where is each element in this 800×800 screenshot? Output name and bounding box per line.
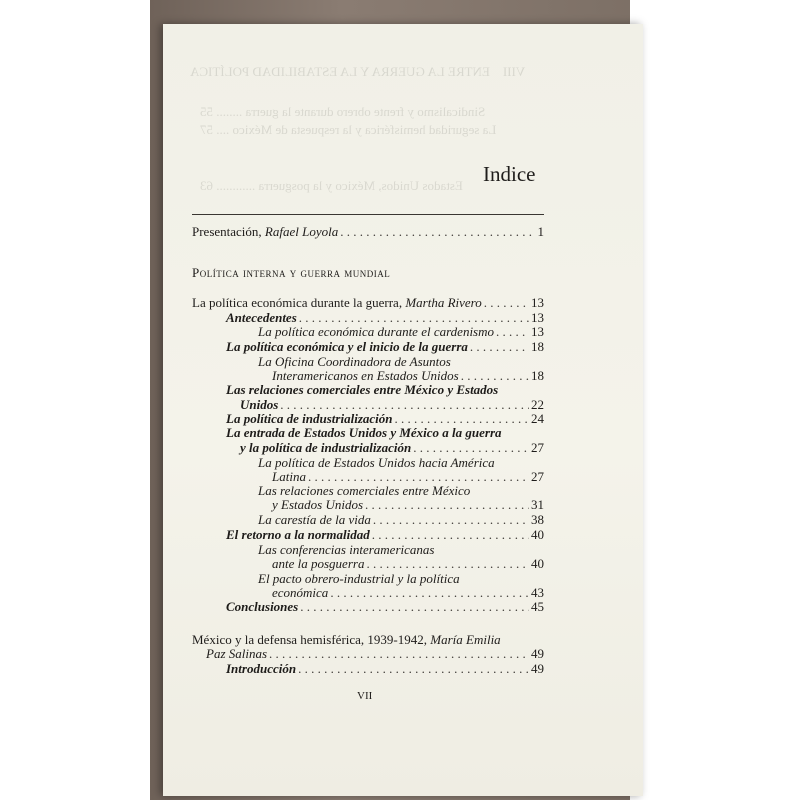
- entry-title: El retorno a la normalidad: [226, 527, 370, 542]
- entry-title: ante la posguerra: [272, 556, 365, 571]
- dot-leader: [340, 224, 535, 239]
- toc-entry-line: La política de Estados Unidos hacia América: [258, 455, 495, 470]
- entry-title: México y la defensa hemisférica, 1939-1942,: [192, 632, 428, 647]
- toc-entry-line: Las relaciones comerciales entre México y Estados: [226, 382, 499, 397]
- page-number: 24: [531, 411, 544, 426]
- dot-leader: [372, 527, 529, 542]
- toc-entry: [240, 397, 544, 412]
- dot-leader: [280, 397, 529, 412]
- toc-entry: [226, 599, 544, 614]
- entry-title: y la política de industrialización: [240, 440, 412, 455]
- dot-leader: [366, 556, 529, 571]
- title-rule: [192, 214, 544, 215]
- dot-leader: [496, 324, 529, 339]
- page-number: 18: [531, 339, 544, 354]
- page-number: 31: [531, 497, 544, 512]
- dot-leader: [269, 646, 529, 661]
- bleed-through-text: Sindicalismo y frente obrero durante la guerra ........ 55: [200, 104, 486, 119]
- page-number: 13: [531, 295, 544, 310]
- toc-entry: [192, 295, 544, 310]
- section-heading: Política interna y guerra mundial: [192, 265, 391, 280]
- entry-title: Unidos: [240, 397, 279, 412]
- toc-entry: [206, 646, 544, 661]
- toc-entry: [226, 310, 544, 325]
- entry-author: Rafael Loyola: [264, 224, 339, 239]
- dot-leader: [461, 368, 529, 383]
- toc-entry: [258, 324, 544, 339]
- entry-title: Antecedentes: [226, 310, 297, 325]
- page-number: 27: [531, 469, 544, 484]
- entry-title: La política económica durante el cardenismo: [258, 324, 495, 339]
- entry-title: Presentación,: [192, 224, 262, 239]
- entry-title: Conclusiones: [226, 599, 299, 614]
- toc-entry: [272, 585, 544, 600]
- page-number: 22: [531, 397, 544, 412]
- toc-entry: [258, 512, 544, 527]
- page-number: 43: [531, 585, 544, 600]
- page-number: 27: [531, 440, 544, 455]
- dot-leader: [373, 512, 529, 527]
- page-number: 40: [531, 556, 544, 571]
- dot-leader: [470, 339, 529, 354]
- page-number: 13: [531, 310, 544, 325]
- entry-title: Latina: [272, 469, 306, 484]
- dot-leader: [413, 440, 529, 455]
- entry-title: La política económica y el inicio de la guerra: [226, 339, 468, 354]
- page-title: Indice: [483, 162, 536, 186]
- entry-title: La política de industrialización: [226, 411, 393, 426]
- page-folio: VII: [357, 690, 373, 702]
- toc-entry: [240, 440, 544, 455]
- bleed-through-text: VIII ENTRE LA GUERRA Y LA ESTABILIDAD POLÍTICA: [190, 64, 526, 79]
- page-number: 38: [531, 512, 544, 527]
- entry-author: María Emilia: [430, 632, 501, 647]
- dot-leader: [365, 497, 529, 512]
- toc-entry-presentacion: [192, 224, 544, 239]
- toc-entry: [226, 339, 544, 354]
- page-number: 18: [531, 368, 544, 383]
- entry-title: Interamericanos en Estados Unidos: [272, 368, 459, 383]
- toc-entry: [226, 661, 544, 676]
- entry-title: La política económica durante la guerra,: [192, 295, 403, 310]
- dot-leader: [395, 411, 530, 426]
- page-number: 49: [531, 646, 544, 661]
- dot-leader: [308, 469, 529, 484]
- page-number: 13: [531, 324, 544, 339]
- bleed-through-text: Estados Unidos, México y la posguerra ............ 63: [200, 178, 463, 193]
- toc-entry: [226, 527, 544, 542]
- entry-author: Martha Rivero: [405, 295, 482, 310]
- page-number: 1: [537, 224, 544, 239]
- toc-entry-line: [192, 632, 501, 647]
- dot-leader: [299, 310, 529, 325]
- entry-title: económica: [272, 585, 329, 600]
- dot-leader: [484, 295, 529, 310]
- entry-author: Paz Salinas: [206, 646, 268, 661]
- page-number: 40: [531, 527, 544, 542]
- toc-entry-line: La Oficina Coordinadora de Asuntos: [258, 354, 451, 369]
- toc-entry: [226, 411, 544, 426]
- toc-entry: [272, 556, 544, 571]
- dot-leader: [330, 585, 529, 600]
- page-number: 49: [531, 661, 544, 676]
- dot-leader: [300, 599, 529, 614]
- bleed-through-text: La seguridad hemisférica y la respuesta de México .... 57: [200, 122, 497, 137]
- entry-title: La carestía de la vida: [258, 512, 371, 527]
- entry-title: y Estados Unidos: [272, 497, 363, 512]
- toc-entry-line: La entrada de Estados Unidos y México a la guerra: [226, 425, 502, 440]
- toc-entry-line: El pacto obrero-industrial y la política: [258, 571, 460, 586]
- dot-leader: [298, 661, 529, 676]
- toc-entry: [272, 497, 544, 512]
- toc-entry: [272, 368, 544, 383]
- toc-entry-line: Las conferencias interamericanas: [258, 542, 435, 557]
- toc-entry-line: Las relaciones comerciales entre México: [258, 483, 471, 498]
- page-number: 45: [531, 599, 544, 614]
- toc-entry: [272, 469, 544, 484]
- entry-title: Introducción: [226, 661, 297, 676]
